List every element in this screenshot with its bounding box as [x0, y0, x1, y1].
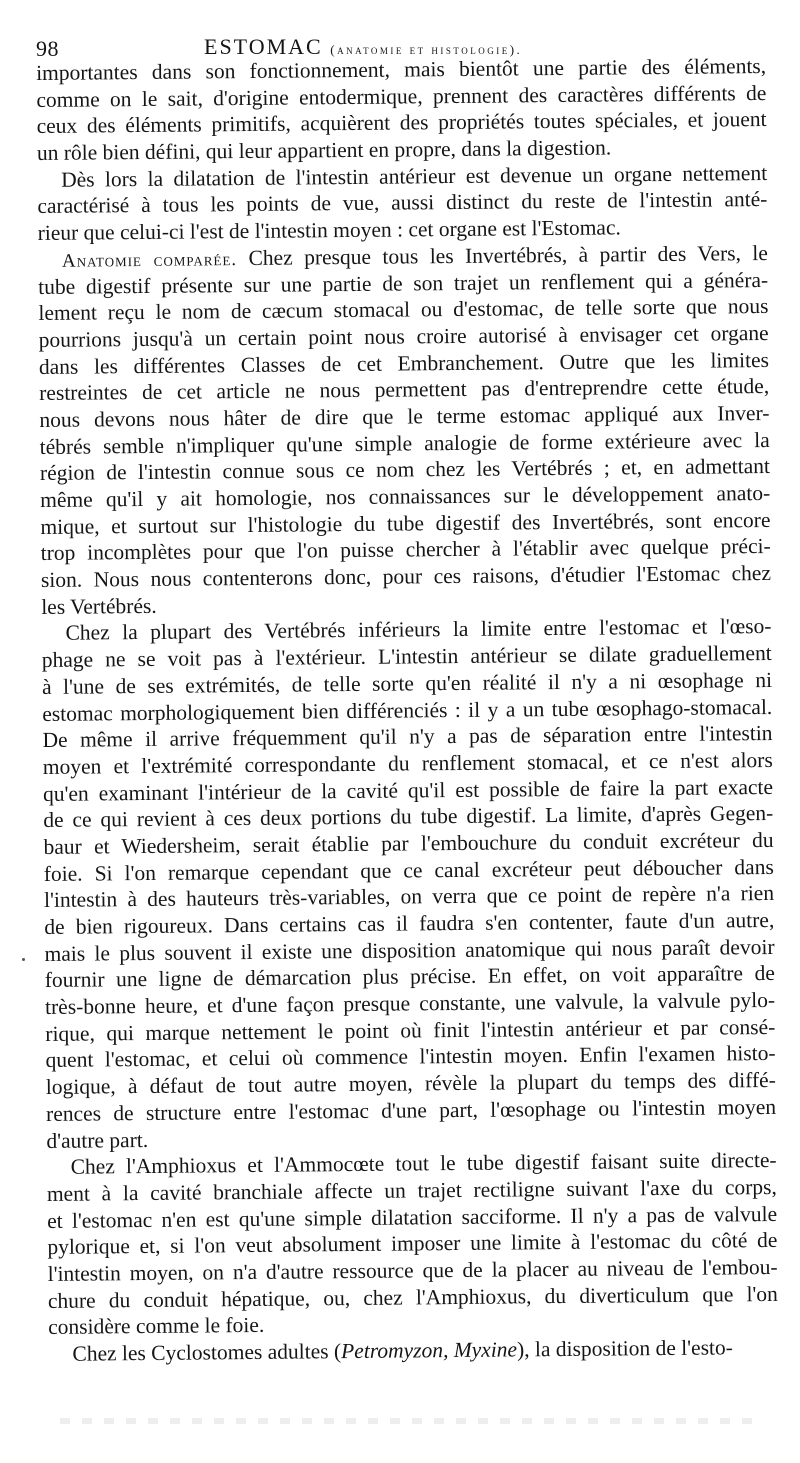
text-line: sion. Nous nous contenterons donc, pour ces raisons, d'étudier l'Estomac chez [40, 561, 772, 593]
paragraph [41, 613, 776, 1154]
text-line: mique, et surtout sur l'histologie du tube digestif des Invertébrés, sont encore [40, 507, 771, 539]
text-line: restreintes de cet article ne nous permettent pas d'entreprendre cette étude, [39, 374, 770, 406]
text-line: nous devons nous hâter de dire que le terme estomac appliqué aux Inver- [39, 400, 770, 432]
text-line: les Vertébrés. [41, 593, 157, 619]
text-line: De même il arrive fréquemment qu'il n'y a pas de séparation entre l'intestin [42, 721, 773, 753]
text-line: région de l'intestin connue sous ce nom chez les Vertébrés ; et, en admettant [39, 454, 771, 486]
text-line: foie. Si l'on remarque cependant que ce canal excréteur peut déboucher dans [43, 854, 774, 886]
running-head-subtitle: (anatomie et histologie). [330, 42, 523, 57]
text-line: de ce qui revient à ces deux portions du tube digestif. La limite, d'après Gegen- [43, 801, 774, 833]
paragraph [38, 240, 772, 621]
paragraph [36, 53, 767, 167]
text-line: pylorique et, si l'on veut absolument imposer une limite à l'estomac du côté de [47, 1228, 778, 1260]
text-line: phage ne se voit pas à l'extérieur. L'intestin antérieur se dilate graduellement [41, 641, 772, 673]
text-line: baur et Wiedersheim, serait établie par l'embouchure du conduit excréteur du [43, 827, 774, 859]
text-line: Chez l'Amphioxus et l'Ammocœte tout le tube digestif faisant suite directe- [70, 1148, 777, 1179]
text-line: logique, à défaut de tout autre moyen, révèle la plupart du temps des diffé- [45, 1068, 776, 1100]
text-line: et l'estomac n'en est qu'une simple dilatation sacciforme. Il n'y a pas de valvule [47, 1201, 778, 1233]
text-line [48, 1334, 778, 1368]
text-line: quent l'estomac, et celui où commence l'intestin moyen. Enfin l'examen histo- [45, 1041, 776, 1073]
text-line: estomac morphologiquement bien différenciés : il y a un tube œsophago-stomacal. [42, 694, 773, 726]
text-line: Chez la plupart des Vertébrés inférieurs la limite entre l'estomac et l'œso- [65, 614, 772, 646]
text-run: Chez presque tous les Invertébrés, à partir des Vers, le [236, 240, 768, 270]
paragraph [48, 1334, 778, 1368]
text-line: l'intestin à des hauteurs très-variables, on verra que ce point de repère n'a rien [43, 881, 775, 913]
italic-genus-names: Petromyzon, Myxine [340, 1337, 518, 1364]
margin-mark [22, 958, 25, 961]
section-heading: Anatomie comparée. [61, 248, 238, 272]
text-line: mais le plus souvent il existe une disposition anatomique qui nous paraît devoir [44, 934, 775, 966]
text-line: importantes dans son fonctionnement, mais bientôt une partie des éléments, [36, 53, 767, 85]
text-line: d'autre part. [46, 1127, 149, 1153]
text-line: très-bonne heure, et d'une façon presque constante, une valvule, la valvule pylo- [44, 988, 776, 1020]
text-line: chure du conduit hépatique, ou, chez l'Amphioxus, du diverticulum que l'on [47, 1281, 778, 1313]
text-line: à l'une de ses extrémités, de telle sorte qu'en réalité il n'y a ni œsophage ni [41, 667, 773, 699]
text-line: tébrés semble n'impliquer qu'une simple analogie de forme extérieure avec la [39, 427, 770, 459]
text-line: rieur que celui-ci l'est de l'intestin moyen : cet organe est l'Estomac. [37, 215, 621, 246]
paragraph [47, 1147, 779, 1341]
text-run: ), la disposition de l'esto- [516, 1335, 734, 1362]
text-line: Dès lors la dilatation de l'intestin antérieur est devenue un organe nettement [61, 160, 768, 192]
text-line: ment à la cavité branchiale affecte un trajet rectiligne suivant l'axe du corps, [46, 1174, 777, 1206]
text-line: même qu'il y ait homologie, nos connaissances sur le développement anato- [40, 480, 771, 512]
text-line: comme on le sait, d'origine entodermique, prennent des caractères différents de [36, 80, 767, 112]
text-line: rique, qui marque nettement le point où finit l'intestin antérieur et par consé- [45, 1014, 776, 1046]
text-line: caractérisé à tous les points de vue, aussi distinct du reste de l'intestin anté- [37, 187, 768, 219]
text-line: de bien rigoureux. Dans certains cas il faudra s'en contenter, faute d'un autre, [44, 907, 775, 939]
page-number: 98 [36, 36, 59, 61]
scan-artifact [60, 1418, 760, 1424]
text-line: qu'en examinant l'intérieur de la cavité qu'il est possible de faire la part exacte [42, 774, 774, 806]
text-line: trop incomplètes pour que l'on puisse chercher à l'établir avec quelque préci- [40, 534, 771, 566]
text-line: pourrions jusqu'à un certain point nous croire autorisé à envisager cet organe [38, 320, 769, 352]
paragraph [37, 160, 768, 247]
text-line: tube digestif présente sur une partie de son trajet un renflement qui a généra- [38, 267, 769, 299]
text-line: considère comme le foie. [48, 1313, 265, 1340]
text-line: lement reçu le nom de cæcum stomacal ou d'estomac, de telle sorte que nous [38, 294, 769, 326]
text-run: Chez les Cyclostomes adultes ( [72, 1339, 342, 1366]
text-line: rences de structure entre l'estomac d'une part, l'œsophage ou l'intestin moyen [46, 1094, 777, 1126]
text-line: ceux des éléments primitifs, acquièrent des propriétés toutes spéciales, et jouent [36, 107, 767, 139]
running-head-title: ESTOMAC [204, 34, 323, 59]
text-line: dans les différentes Classes de cet Embranchement. Outre que les limites [38, 347, 770, 379]
body-text [36, 53, 779, 1368]
text-line: l'intestin moyen, on n'a d'autre ressource que de la placer au niveau de l'embou- [47, 1254, 778, 1286]
text-line: moyen et l'extrémité correspondante du renflement stomacal, et ce n'est alors [42, 747, 773, 779]
text-line: fournir une ligne de démarcation plus précise. En effet, on voit apparaître de [44, 961, 775, 993]
text-line: un rôle bien défini, qui leur appartient en propre, dans la digestion. [36, 135, 612, 166]
